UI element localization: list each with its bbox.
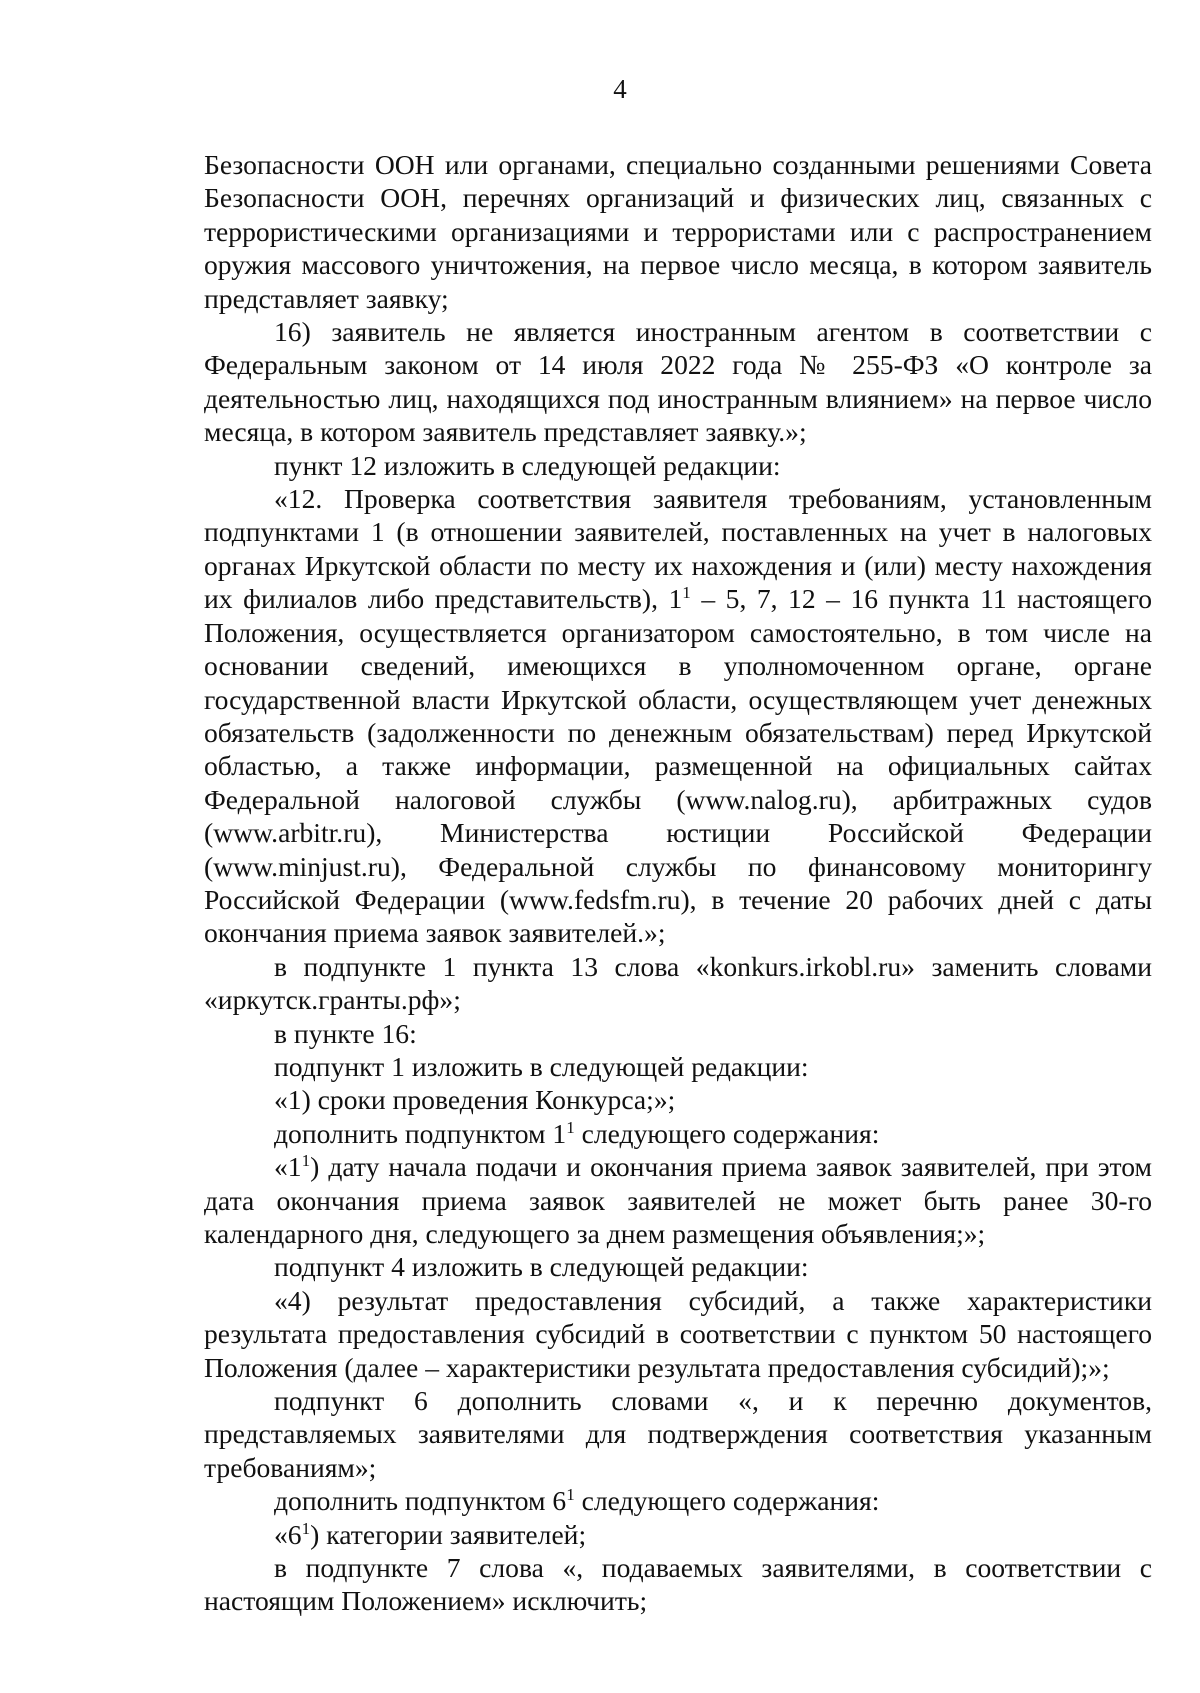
paragraph-p13 — [204, 1384, 1152, 1484]
superscript-index: 1 — [301, 1518, 311, 1538]
paragraph-text: следующего содержания: — [574, 1485, 880, 1517]
document-body — [204, 148, 1152, 1618]
paragraph-text: в пункте 16: — [274, 1017, 417, 1049]
paragraph-text: подпункт 1 изложить в следующей редакции: — [274, 1050, 809, 1082]
superscript-index: 1 — [301, 1151, 311, 1170]
paragraph-text: «1 — [274, 1151, 302, 1183]
paragraph-text: в подпункте 7 слова «, подаваемых заявителями, в соответствии с настоящим Положением» исключить; — [204, 1552, 1152, 1617]
superscript-index: 1 — [682, 583, 691, 603]
page-number: 4 — [613, 74, 627, 104]
paragraph-text: дополнить подпунктом 1 — [274, 1117, 567, 1149]
paragraph-p7 — [204, 1050, 1152, 1083]
paragraph-p5 — [204, 950, 1152, 1017]
paragraph-text: Безопасности ООН или органами, специально созданными решениями Совета Безопасности ООН, перечнях организаций и физических лиц, связанных с террористическими организациями и террористами или с распространением оружия массового уничтожения, на первое число месяца, в котором заявитель представляет заявку; — [204, 149, 1152, 314]
paragraph-text: «1) сроки проведения Конкурса;»; — [274, 1084, 676, 1116]
paragraph-p8 — [204, 1083, 1152, 1116]
paragraph-text: «6 — [274, 1518, 302, 1550]
paragraph-text: в подпункте 1 пункта 13 слова «konkurs.irkobl.ru» заменить словами «иркутск.гранты.рф»; — [204, 950, 1152, 1016]
paragraph-p3 — [204, 449, 1152, 482]
paragraph-text: ) дату начала подачи и окончания приема заявок заявителей, при этом дата окончания приема заявок заявителей не может быть ранее 30-го календарного дня, следующего за днем размещения объявления;»; — [204, 1151, 1152, 1249]
paragraph-p4 — [204, 482, 1152, 950]
paragraph-text: «4) результат предоставления субсидий, а также характеристики результата предоставления субсидий в соответствии с пунктом 50 настоящего Положения (далее – характеристики результата предоставления субсидий);»; — [204, 1284, 1152, 1383]
paragraph-text: подпункт 4 изложить в следующей редакции: — [274, 1251, 809, 1283]
superscript-index: 1 — [566, 1117, 575, 1137]
paragraph-text: – 5, 7, 12 – 16 пункта 11 настоящего Положения, осуществляется организатором самостоятельно, в том числе на основании сведений, имеющихся в уполномоченном органе, органе государственной власти Иркутской области, осуществляющем учет денежных обязательств (задолженности по денежным обязательствам) перед Иркутской областью, а также информации, размещенной на официальных сайтах Федеральной налоговой службы (www.nalog.ru), арбитражных судов (www.arbitr.ru), Министерства юстиции Российской Федерации (www.minjust.ru), Федеральной службы по финансовому мониторингу Российской Федерации (www.fedsfm.ru), в течение 20 рабочих дней с даты окончания приема заявок заявителей.»; — [204, 583, 1152, 949]
superscript-index: 1 — [566, 1485, 575, 1505]
paragraph-p9 — [204, 1117, 1152, 1150]
paragraph-text: 16) заявитель не является иностранным агентом в соответствии с Федеральным законом от 14 июля 2022 года № 255-ФЗ «О контроле за деятельностью лиц, находящихся под иностранным влиянием» на первое число месяца, в котором заявитель представляет заявку.»; — [204, 316, 1152, 448]
paragraph-text: подпункт 6 дополнить словами «, и к перечню документов, представляемых заявителями для подтверждения соответствия указанным требованиям»; — [204, 1385, 1152, 1483]
paragraph-p11 — [204, 1250, 1152, 1283]
paragraph-p16 — [204, 1551, 1152, 1618]
paragraph-p14 — [204, 1484, 1152, 1517]
paragraph-p10 — [204, 1150, 1152, 1250]
paragraph-text: следующего содержания: — [574, 1117, 880, 1149]
paragraph-text: «12. Проверка соответствия заявителя требованиям, установленным подпунктами 1 (в отношении заявителей, поставленных на учет в налоговых органах Иркутской области по месту их нахождения и (или) месту нахождения их филиалов либо представительств), 1 — [204, 483, 1152, 615]
paragraph-text: пункт 12 изложить в следующей редакции: — [274, 449, 781, 481]
paragraph-p12 — [204, 1284, 1152, 1384]
paragraph-text: ) категории заявителей; — [310, 1518, 587, 1550]
paragraph-p15 — [204, 1518, 1152, 1551]
paragraph-p1 — [204, 148, 1152, 315]
paragraph-p2 — [204, 315, 1152, 449]
paragraph-p6 — [204, 1017, 1152, 1050]
paragraph-text: дополнить подпунктом 6 — [274, 1485, 567, 1517]
